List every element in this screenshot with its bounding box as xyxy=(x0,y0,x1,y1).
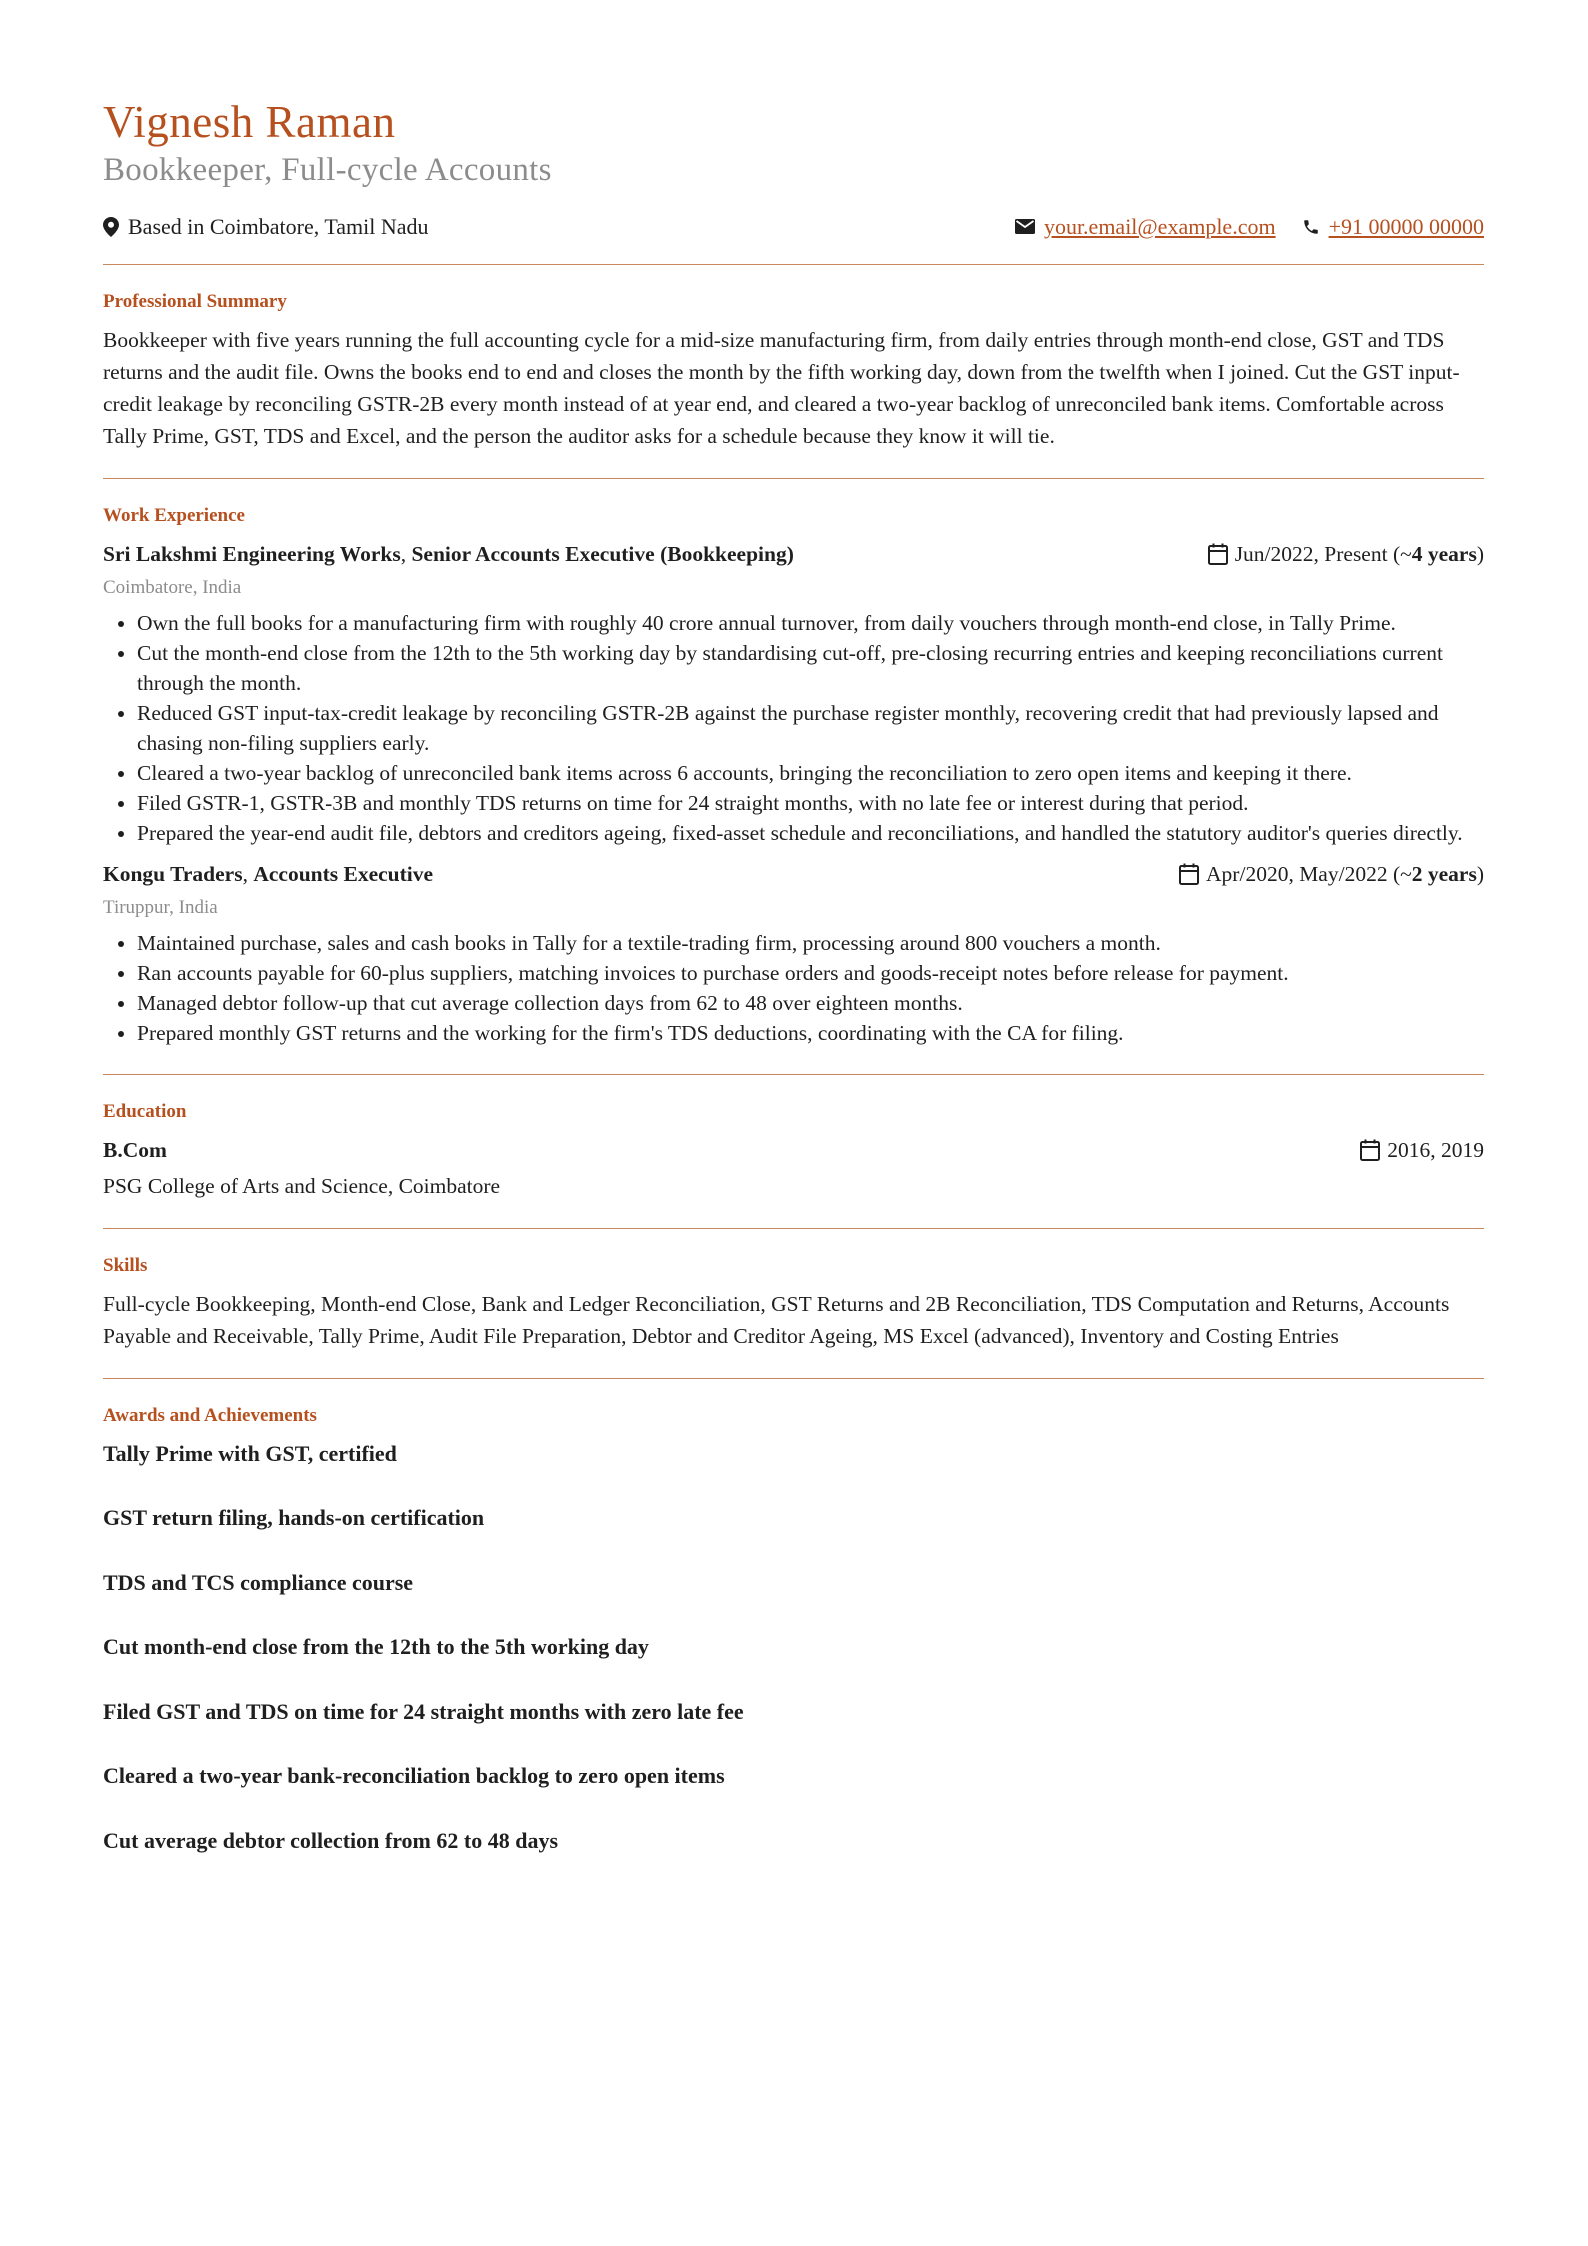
job-title-line xyxy=(103,538,794,570)
award-item: Cut average debtor collection from 62 to 48 days xyxy=(103,1827,559,1853)
duration: 4 years xyxy=(1411,541,1477,566)
company-name: Kongu Traders xyxy=(103,861,243,886)
education-section xyxy=(103,1075,1484,1228)
job-bullets xyxy=(103,928,1484,1048)
list-item: • Reduced GST input-tax-credit leakage by reconciling GSTR-2B against the purchase register monthly, recovering credit that had previously lapsed and chasing non-filing suppliers early. xyxy=(137,698,1484,758)
candidate-name: Vignesh Raman xyxy=(103,97,396,147)
date-range: Jun/2022, Present (~ xyxy=(1234,541,1412,566)
award-item: TDS and TCS compliance course xyxy=(103,1569,414,1595)
award-item: GST return filing, hands-on certification xyxy=(103,1505,485,1531)
section-heading: Awards and Achievements xyxy=(103,1404,317,1426)
location-text: Based in Coimbatore, Tamil Nadu xyxy=(128,213,429,239)
job-entry xyxy=(103,858,1484,1048)
job-entry xyxy=(103,538,1484,848)
email-item xyxy=(1015,214,1276,240)
list-item: • Managed debtor follow-up that cut average collection days from 62 to 48 over eighteen months. xyxy=(137,988,1484,1018)
award-item: Cut month-end close from the 12th to the 5th working day xyxy=(103,1634,649,1660)
job-role: Accounts Executive xyxy=(253,861,434,886)
phone-icon xyxy=(1302,218,1320,236)
envelope-icon xyxy=(1015,219,1035,234)
list-item: • Maintained purchase, sales and cash books in Tally for a textile-trading firm, processing around 800 vouchers a month. xyxy=(137,928,1484,958)
job-bullets xyxy=(103,608,1484,848)
degree: B.Com xyxy=(103,1137,167,1162)
date-range: 2016, 2019 xyxy=(1387,1137,1484,1162)
section-heading: Work Experience xyxy=(103,504,245,526)
job-dates xyxy=(1179,858,1484,890)
job-location: Coimbatore, India xyxy=(103,576,242,598)
education-dates xyxy=(1360,1134,1484,1166)
calendar-icon xyxy=(1208,543,1228,565)
date-close: ) xyxy=(1476,861,1484,886)
skills-text: Full-cycle Bookkeeping, Month-end Close, Bank and Ledger Reconciliation, GST Returns and 2B Reconciliation, TDS Computation and Returns, Accounts Payable and Receivable, Tally Prime, Audit File Preparation, Debtor and Creditor Ageing, MS Excel (advanced), Inventory and Costing Entries xyxy=(103,1291,1450,1348)
title-separator: , xyxy=(242,861,254,886)
experience-section xyxy=(103,479,1484,1074)
phone-item xyxy=(1302,214,1484,240)
job-role: Senior Accounts Executive (Bookkeeping) xyxy=(411,541,794,566)
contact-links xyxy=(989,214,1484,240)
job-location: Tiruppur, India xyxy=(103,896,218,918)
list-item: • Cut the month-end close from the 12th to the 5th working day by standardising cut-off, pre-closing recurring entries and keeping reconciliations current through the month. xyxy=(137,638,1484,698)
contact-bar xyxy=(103,212,1484,242)
education-header xyxy=(103,1134,1484,1166)
summary-text: Bookkeeper with five years running the full accounting cycle for a mid-size manufacturing firm, from daily entries through month-end close, GST and TDS returns and the audit file. Owns the books end to end and closes the month by the fifth working day, down from the twelfth when I joined. Cut the GST input-credit leakage by reconciling GSTR-2B every month instead of at year end, and cleared a two-year backlog of unreconciled bank items. Comfortable across Tally Prime, GST, TDS and Excel, and the person the auditor asks for a schedule because they know it will tie. xyxy=(103,327,1460,448)
phone-link[interactable]: +91 00000 00000 xyxy=(1328,213,1484,239)
list-item: • Ran accounts payable for 60-plus suppliers, matching invoices to purchase orders and goods-receipt notes before release for payment. xyxy=(137,958,1484,988)
award-item: Tally Prime with GST, certified xyxy=(103,1440,397,1466)
list-item: • Cleared a two-year backlog of unreconciled bank items across 6 accounts, bringing the reconciliation to zero open items and keeping it there. xyxy=(137,758,1484,788)
date-range: Apr/2020, May/2022 (~ xyxy=(1206,861,1412,886)
list-item: • Prepared the year-end audit file, debtors and creditors ageing, fixed-asset schedule and reconciliations, and handled the statutory auditor's queries directly. xyxy=(137,818,1484,848)
section-heading: Skills xyxy=(103,1254,148,1276)
job-header xyxy=(103,858,1484,890)
award-item: Cleared a two-year bank-reconciliation backlog to zero open items xyxy=(103,1763,725,1789)
list-item: • Filed GSTR-1, GSTR-3B and monthly TDS returns on time for 24 straight months, with no late fee or interest during that period. xyxy=(137,788,1484,818)
candidate-title: Bookkeeper, Full-cycle Accounts xyxy=(103,151,552,188)
job-header xyxy=(103,538,1484,570)
summary-section xyxy=(103,265,1484,478)
skills-section xyxy=(103,1229,1484,1378)
title-separator: , xyxy=(400,541,412,566)
school-name: PSG College of Arts and Science, Coimbatore xyxy=(103,1173,501,1198)
calendar-icon xyxy=(1179,863,1199,885)
award-item: Filed GST and TDS on time for 24 straight months with zero late fee xyxy=(103,1698,744,1724)
section-heading: Professional Summary xyxy=(103,290,287,312)
location-item xyxy=(103,214,429,240)
job-dates xyxy=(1208,538,1484,570)
section-heading: Education xyxy=(103,1100,187,1122)
duration: 2 years xyxy=(1411,861,1477,886)
awards-section xyxy=(103,1379,1484,1916)
map-pin-icon xyxy=(103,217,119,237)
calendar-icon xyxy=(1360,1139,1380,1161)
list-item: • Own the full books for a manufacturing firm with roughly 40 crore annual turnover, from daily vouchers through month-end close, in Tally Prime. xyxy=(137,608,1484,638)
company-name: Sri Lakshmi Engineering Works xyxy=(103,541,401,566)
list-item: • Prepared monthly GST returns and the working for the firm's TDS deductions, coordinating with the CA for filing. xyxy=(137,1018,1484,1048)
job-title-line xyxy=(103,858,433,890)
email-link[interactable]: your.email@example.com xyxy=(1043,213,1276,239)
date-close: ) xyxy=(1476,541,1484,566)
